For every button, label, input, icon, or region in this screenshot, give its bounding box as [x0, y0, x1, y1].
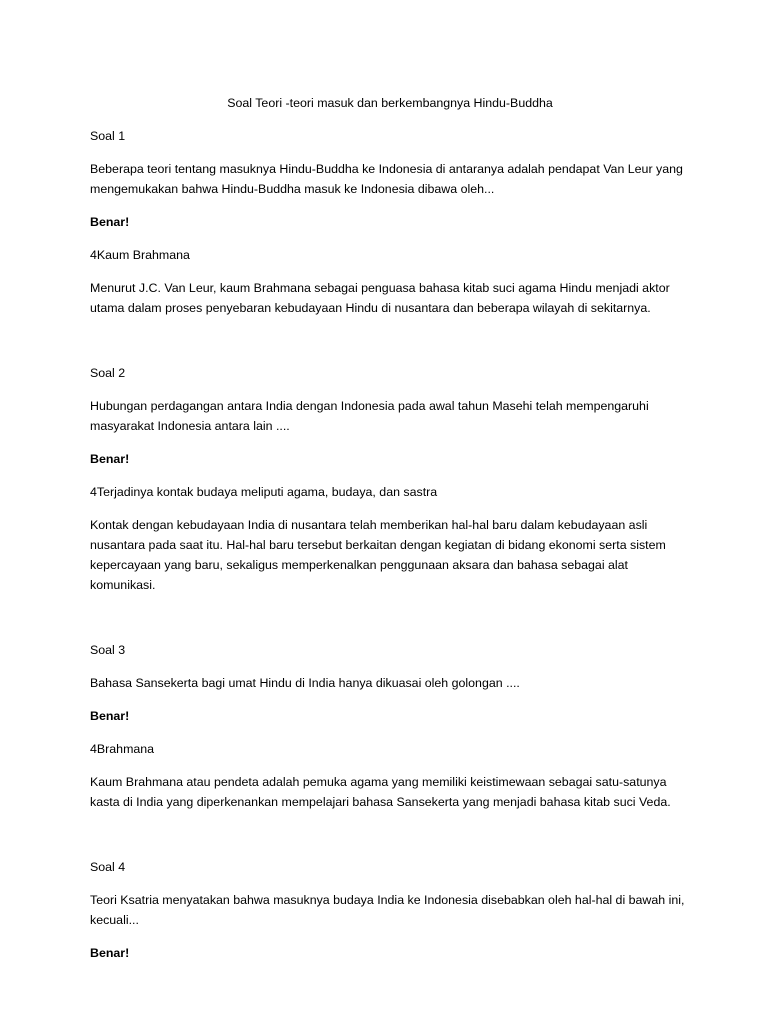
question-label: Soal 2: [90, 366, 126, 380]
question-label: Soal 1: [90, 129, 126, 143]
verdict-label: Benar!: [90, 709, 130, 723]
question-label: Soal 3: [90, 643, 126, 657]
section-spacer: [90, 331, 690, 363]
document-body: [90, 93, 690, 976]
document-title: Soal Teori -teori masuk dan berkembangnya Hindu-Buddha: [227, 96, 553, 110]
question-block-1: [90, 126, 690, 318]
verdict-label: Benar!: [90, 452, 130, 466]
answer-text: 4Brahmana: [90, 742, 155, 756]
explanation-text: Kaum Brahmana atau pendeta adalah pemuka agama yang memiliki keistimewaan sebagai satu-satunya kasta di India yang diperkenankan mempelajari bahasa Sansekerta yang menjadi bahasa kitab suci Veda.: [90, 775, 671, 809]
question-text: Beberapa teori tentang masuknya Hindu-Buddha ke Indonesia di antaranya adalah pendapat Van Leur yang mengemukakan bahwa Hindu-Buddha masuk ke Indonesia dibawa oleh...: [90, 162, 683, 196]
verdict-label: Benar!: [90, 946, 130, 960]
explanation-text: Menurut J.C. Van Leur, kaum Brahmana sebagai penguasa bahasa kitab suci agama Hindu menjadi aktor utama dalam proses penyebaran kebudayaan Hindu di nusantara dan beberapa wilayah di sekitarnya.: [90, 281, 670, 315]
question-block-4: [90, 857, 690, 963]
answer-text: 4Terjadinya kontak budaya meliputi agama, budaya, dan sastra: [90, 485, 438, 499]
question-text: Teori Ksatria menyatakan bahwa masuknya budaya India ke Indonesia disebabkan oleh hal-hal di bawah ini, kecuali...: [90, 893, 685, 927]
section-spacer: [90, 608, 690, 640]
question-text: Hubungan perdagangan antara India dengan Indonesia pada awal tahun Masehi telah mempengaruhi masyarakat Indonesia antara lain ....: [90, 399, 649, 433]
section-spacer: [90, 825, 690, 857]
question-block-2: [90, 363, 690, 595]
explanation-text: Kontak dengan kebudayaan India di nusantara telah memberikan hal-hal baru dalam kebudayaan asli nusantara pada saat itu. Hal-hal baru tersebut berkaitan dengan kegiatan di bidang ekonomi serta sistem kepercayaan yang baru, sekaligus memperkenalkan penggunaan aksara dan bahasa sebagai alat komunikasi.: [90, 518, 666, 592]
question-block-3: [90, 640, 690, 812]
question-text: Bahasa Sansekerta bagi umat Hindu di India hanya dikuasai oleh golongan ....: [90, 676, 520, 690]
answer-text: 4Kaum Brahmana: [90, 248, 190, 262]
question-label: Soal 4: [90, 860, 126, 874]
verdict-label: Benar!: [90, 215, 130, 229]
